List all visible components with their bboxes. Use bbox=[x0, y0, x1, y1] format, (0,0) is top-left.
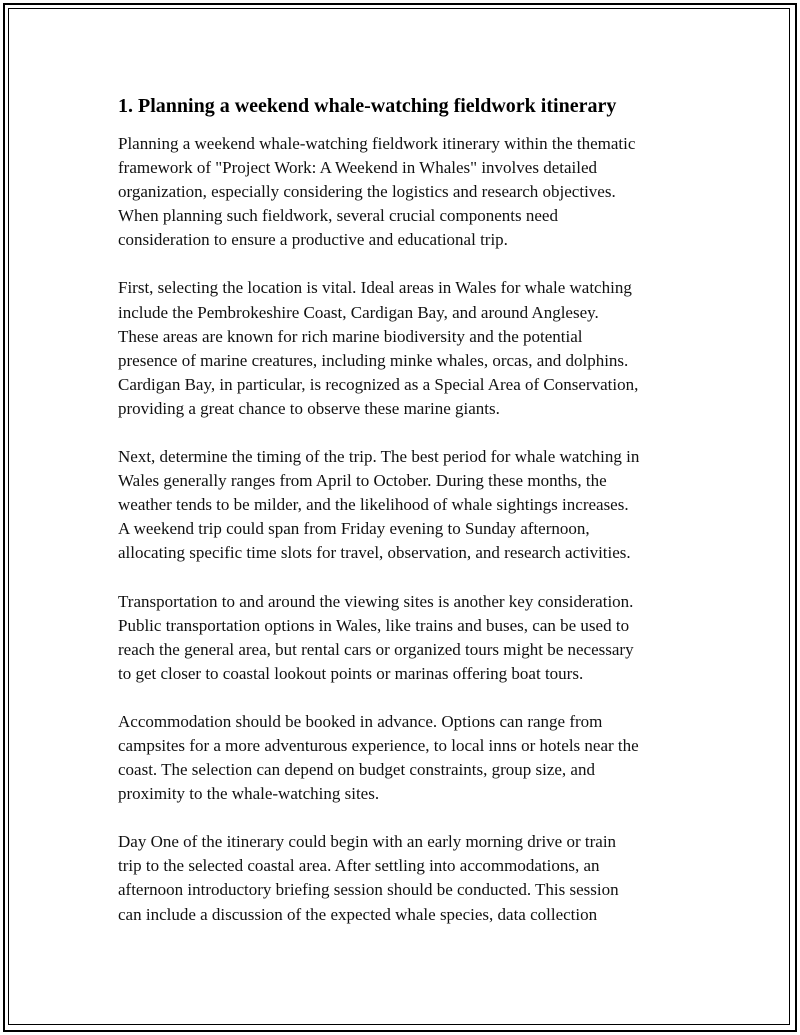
text-line: campsites for a more adventurous experience, to local inns or hotels near the bbox=[118, 735, 639, 755]
document-page bbox=[118, 92, 698, 951]
paragraph-day-one bbox=[118, 830, 698, 926]
text-line: include the Pembrokeshire Coast, Cardigan Bay, and around Anglesey. bbox=[118, 302, 599, 322]
text-line: Next, determine the timing of the trip. The best period for whale watching in bbox=[118, 447, 640, 467]
paragraph-location bbox=[118, 276, 698, 421]
paragraph-timing bbox=[118, 445, 698, 565]
text-line: Planning a weekend whale-watching fieldwork itinerary within the thematic bbox=[118, 134, 636, 153]
text-line: First, selecting the location is vital. Ideal areas in Wales for whale watching bbox=[118, 278, 632, 298]
text-line: Wales generally ranges from April to October. During these months, the bbox=[118, 471, 607, 491]
text-line: organization, especially considering the logistics and research objectives. bbox=[118, 182, 616, 202]
text-line: These areas are known for rich marine biodiversity and the potential bbox=[118, 326, 583, 346]
text-line: reach the general area, but rental cars or organized tours might be necessary bbox=[118, 639, 634, 659]
text-line: coast. The selection can depend on budget constraints, group size, and bbox=[118, 760, 595, 780]
text-line: When planning such fieldwork, several crucial components need bbox=[118, 206, 558, 226]
text-line: weather tends to be milder, and the likelihood of whale sightings increases. bbox=[118, 495, 629, 515]
text-line: can include a discussion of the expected whale species, data collection bbox=[118, 904, 598, 924]
text-line: Accommodation should be booked in advance. Options can range from bbox=[118, 711, 603, 731]
text-line: allocating specific time slots for travel, observation, and research activities. bbox=[118, 543, 631, 563]
text-line: afternoon introductory briefing session should be conducted. This session bbox=[118, 880, 619, 900]
paragraph-transportation bbox=[118, 590, 698, 686]
text-line: A weekend trip could span from Friday evening to Sunday afternoon, bbox=[118, 519, 590, 539]
paragraph-accommodation bbox=[118, 710, 698, 806]
text-line: Public transportation options in Wales, like trains and buses, can be used to bbox=[118, 615, 630, 635]
text-line: Transportation to and around the viewing sites is another key consideration. bbox=[118, 591, 634, 611]
text-line: to get closer to coastal lookout points or marinas offering boat tours. bbox=[118, 663, 584, 683]
text-line: trip to the selected coastal area. After settling into accommodations, an bbox=[118, 856, 600, 876]
section-heading: 1. Planning a weekend whale-watching fieldwork itinerary bbox=[118, 95, 617, 117]
text-line: consideration to ensure a productive and educational trip. bbox=[118, 230, 508, 250]
text-line: providing a great chance to observe these marine giants. bbox=[118, 398, 500, 418]
text-line: Day One of the itinerary could begin with an early morning drive or train bbox=[118, 832, 617, 852]
text-line: proximity to the whale-watching sites. bbox=[118, 784, 380, 804]
paragraph-intro bbox=[118, 132, 698, 252]
text-line: presence of marine creatures, including minke whales, orcas, and dolphins. bbox=[118, 350, 629, 370]
text-line: framework of "Project Work: A Weekend in Whales" involves detailed bbox=[118, 158, 597, 178]
text-line: Cardigan Bay, in particular, is recognized as a Special Area of Conservation, bbox=[118, 374, 639, 394]
